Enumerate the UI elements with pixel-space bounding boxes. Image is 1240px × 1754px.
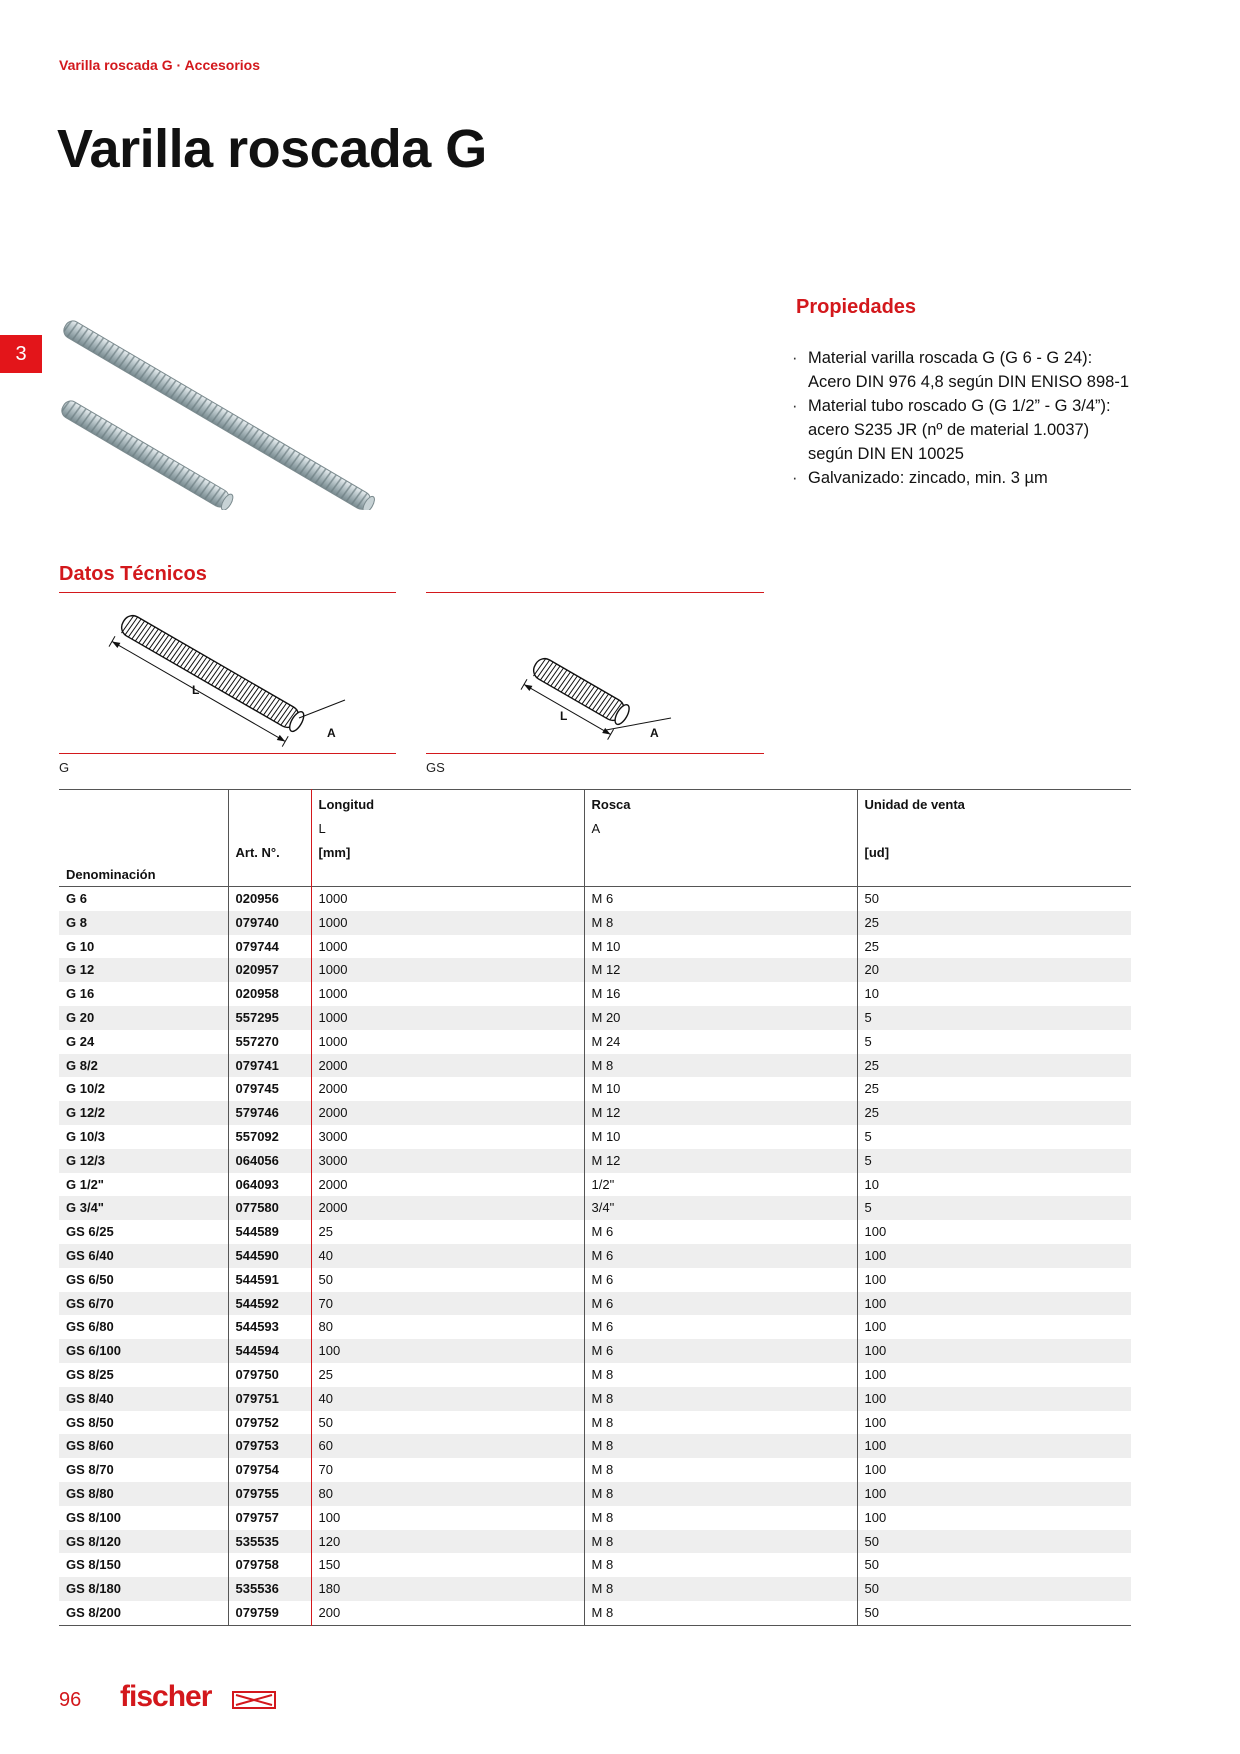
- cell-unidad: 25: [857, 935, 1131, 959]
- page-title: Varilla roscada G: [57, 119, 487, 179]
- cell-rosca: M 6: [584, 1268, 857, 1292]
- cell-unidad: 100: [857, 1387, 1131, 1411]
- cell-rosca: 3/4": [584, 1196, 857, 1220]
- cell-longitud: 3000: [311, 1125, 584, 1149]
- header-longitud-symbol: L: [318, 821, 326, 836]
- table-row: [59, 1054, 1131, 1078]
- cell-rosca: M 8: [584, 1387, 857, 1411]
- table-row: [59, 887, 1131, 911]
- header-denominacion-label: Denominación: [66, 867, 156, 882]
- cell-denominacion: GS 8/100: [66, 1509, 121, 1525]
- table-header-row: [59, 790, 1131, 887]
- table-row: [59, 1577, 1131, 1601]
- cell-unidad: 25: [857, 1054, 1131, 1078]
- cell-rosca: M 12: [584, 1101, 857, 1125]
- cell-rosca: M 16: [584, 982, 857, 1006]
- property-item: · Material varilla roscada G (G 6 - G 24): Acero DIN 976 4,8 según DIN ENISO 898-1: [796, 346, 1136, 394]
- cell-denominacion: GS 6/50: [66, 1271, 114, 1287]
- cell-denominacion: GS 8/80: [66, 1485, 114, 1501]
- cell-longitud: 25: [311, 1220, 584, 1244]
- cell-art: 064093: [228, 1173, 311, 1197]
- cell-denominacion: G 12: [66, 962, 95, 978]
- header-longitud-label: Longitud: [318, 797, 375, 812]
- dimension-l-label: L: [560, 709, 568, 723]
- cell-denominacion: GS 8/40: [66, 1390, 114, 1406]
- table-row: [59, 1458, 1131, 1482]
- table-row: [59, 1482, 1131, 1506]
- properties-list: [796, 346, 1136, 490]
- dimension-a-label: A: [327, 726, 336, 740]
- table-row: [59, 1506, 1131, 1530]
- cell-rosca: M 10: [584, 1077, 857, 1101]
- cell-art: 079745: [228, 1077, 311, 1101]
- divider: [59, 592, 396, 593]
- cell-unidad: 100: [857, 1363, 1131, 1387]
- cell-rosca: M 8: [584, 1601, 857, 1625]
- cell-longitud: 1000: [311, 982, 584, 1006]
- cell-art: 544592: [228, 1292, 311, 1316]
- cell-art: 557295: [228, 1006, 311, 1030]
- cell-unidad: 100: [857, 1315, 1131, 1339]
- cell-denominacion: GS 6/70: [66, 1295, 114, 1311]
- cell-longitud: 80: [311, 1482, 584, 1506]
- cell-rosca: M 8: [584, 1482, 857, 1506]
- table-row: [59, 958, 1131, 982]
- brand-logo-icon: [232, 1690, 276, 1710]
- cell-unidad: 5: [857, 1125, 1131, 1149]
- cell-unidad: 100: [857, 1268, 1131, 1292]
- cell-denominacion: G 20: [66, 1009, 95, 1025]
- cell-rosca: M 12: [584, 1149, 857, 1173]
- cell-art: 079750: [228, 1363, 311, 1387]
- table-row: [59, 1601, 1131, 1625]
- cell-unidad: 25: [857, 1101, 1131, 1125]
- figure-g-label: G: [59, 760, 70, 775]
- cell-denominacion: GS 8/60: [66, 1438, 114, 1454]
- cell-unidad: 25: [857, 1077, 1131, 1101]
- cell-art: 079740: [228, 911, 311, 935]
- cell-rosca: M 6: [584, 887, 857, 911]
- header-rosca-label: Rosca: [591, 797, 631, 812]
- cell-longitud: 1000: [311, 935, 584, 959]
- cell-rosca: M 8: [584, 1577, 857, 1601]
- long-rod-image: [61, 318, 377, 510]
- cell-rosca: M 8: [584, 911, 857, 935]
- table-row: [59, 1006, 1131, 1030]
- header-unidad-label: Unidad de venta: [864, 797, 965, 812]
- brand-logo: fischer: [120, 1680, 212, 1713]
- cell-art: 079757: [228, 1506, 311, 1530]
- header-unidad-unit: [ud]: [864, 845, 890, 860]
- cell-rosca: M 8: [584, 1434, 857, 1458]
- header-rosca-symbol: A: [591, 821, 601, 836]
- cell-art: 020957: [228, 958, 311, 982]
- cell-art: 079754: [228, 1458, 311, 1482]
- cell-art: 544591: [228, 1268, 311, 1292]
- cell-unidad: 100: [857, 1458, 1131, 1482]
- cell-unidad: 50: [857, 1530, 1131, 1554]
- cell-art: 557092: [228, 1125, 311, 1149]
- table-row: [59, 1030, 1131, 1054]
- cell-denominacion: G 8/2: [66, 1057, 98, 1073]
- cell-denominacion: GS 6/40: [66, 1247, 114, 1263]
- cell-denominacion: GS 8/150: [66, 1557, 121, 1573]
- cell-art: 557270: [228, 1030, 311, 1054]
- table-row: [59, 935, 1131, 959]
- cell-denominacion: G 3/4": [66, 1200, 104, 1216]
- cell-denominacion: GS 8/50: [66, 1414, 114, 1430]
- cell-rosca: M 8: [584, 1458, 857, 1482]
- cell-unidad: 50: [857, 1553, 1131, 1577]
- cell-rosca: M 12: [584, 958, 857, 982]
- divider: [59, 753, 396, 754]
- cell-denominacion: GS 6/25: [66, 1224, 114, 1240]
- divider: [426, 753, 764, 754]
- table-row: [59, 1244, 1131, 1268]
- table-row: [59, 1196, 1131, 1220]
- cell-rosca: M 8: [584, 1506, 857, 1530]
- cell-longitud: 200: [311, 1601, 584, 1625]
- table-row: [59, 1101, 1131, 1125]
- cell-art: 077580: [228, 1196, 311, 1220]
- page-number: 96: [59, 1689, 82, 1711]
- cell-longitud: 50: [311, 1411, 584, 1435]
- cell-unidad: 100: [857, 1339, 1131, 1363]
- cell-denominacion: G 6: [66, 891, 87, 906]
- cell-denominacion: G 24: [66, 1033, 95, 1049]
- table-row: [59, 1411, 1131, 1435]
- table-row: [59, 1173, 1131, 1197]
- cell-unidad: 5: [857, 1006, 1131, 1030]
- dimension-a-label: A: [650, 726, 659, 740]
- table-row: [59, 1125, 1131, 1149]
- header-unidad: [857, 790, 1131, 887]
- table-row: [59, 911, 1131, 935]
- cell-unidad: 20: [857, 958, 1131, 982]
- cell-longitud: 100: [311, 1339, 584, 1363]
- cell-unidad: 100: [857, 1220, 1131, 1244]
- cell-unidad: 100: [857, 1506, 1131, 1530]
- property-item: · Material tubo roscado G (G 1/2” - G 3/4”): acero S235 JR (nº de material 1.0037) según DIN EN 10025: [796, 394, 1136, 466]
- cell-denominacion: GS 8/120: [66, 1533, 121, 1549]
- table-row: [59, 1339, 1131, 1363]
- specs-table: [59, 789, 1131, 1626]
- cell-denominacion: GS 6/100: [66, 1343, 121, 1359]
- cell-art: 079752: [228, 1411, 311, 1435]
- cell-unidad: 100: [857, 1434, 1131, 1458]
- breadcrumb: Varilla roscada G · Accesorios: [59, 57, 261, 73]
- cell-unidad: 100: [857, 1292, 1131, 1316]
- properties-heading: Propiedades: [796, 296, 917, 318]
- header-denominacion: [59, 790, 228, 887]
- cell-rosca: M 6: [584, 1244, 857, 1268]
- cell-art: 079758: [228, 1553, 311, 1577]
- cell-art: 064056: [228, 1149, 311, 1173]
- cell-longitud: 150: [311, 1553, 584, 1577]
- cell-rosca: M 8: [584, 1363, 857, 1387]
- header-art-label: Art. N°.: [235, 845, 280, 860]
- dimension-l-label: L: [192, 683, 200, 697]
- cell-art: 020956: [228, 887, 311, 911]
- product-photo: [60, 300, 400, 510]
- cell-unidad: 50: [857, 1577, 1131, 1601]
- cell-denominacion: GS 6/80: [66, 1319, 114, 1335]
- table-row: [59, 1292, 1131, 1316]
- cell-unidad: 10: [857, 1173, 1131, 1197]
- header-art: [228, 790, 311, 887]
- cell-rosca: M 8: [584, 1054, 857, 1078]
- cell-denominacion: G 10/2: [66, 1081, 106, 1097]
- table-row: [59, 1387, 1131, 1411]
- cell-longitud: 2000: [311, 1054, 584, 1078]
- cell-longitud: 100: [311, 1506, 584, 1530]
- figure-gs-label: GS: [426, 760, 445, 775]
- cell-rosca: M 8: [584, 1530, 857, 1554]
- cell-rosca: M 8: [584, 1553, 857, 1577]
- cell-longitud: 80: [311, 1315, 584, 1339]
- figure-gs-drawing: [426, 600, 766, 750]
- cell-art: 079755: [228, 1482, 311, 1506]
- cell-art: 079753: [228, 1434, 311, 1458]
- cell-longitud: 1000: [311, 1006, 584, 1030]
- cell-rosca: M 6: [584, 1292, 857, 1316]
- cell-rosca: M 24: [584, 1030, 857, 1054]
- cell-unidad: 5: [857, 1030, 1131, 1054]
- cell-unidad: 100: [857, 1482, 1131, 1506]
- tech-data-heading: Datos Técnicos: [59, 563, 207, 585]
- cell-denominacion: G 10/3: [66, 1128, 106, 1144]
- cell-unidad: 50: [857, 1601, 1131, 1625]
- cell-denominacion: GS 8/25: [66, 1366, 114, 1382]
- cell-longitud: 2000: [311, 1077, 584, 1101]
- cell-unidad: 5: [857, 1149, 1131, 1173]
- cell-denominacion: G 16: [66, 986, 95, 1002]
- table-body: [59, 887, 1131, 1626]
- table-row: [59, 1530, 1131, 1554]
- cell-unidad: 5: [857, 1196, 1131, 1220]
- cell-unidad: 10: [857, 982, 1131, 1006]
- cell-longitud: 50: [311, 1268, 584, 1292]
- cell-longitud: 180: [311, 1577, 584, 1601]
- property-item: · Galvanizado: zincado, min. 3 µm: [796, 466, 1136, 490]
- cell-longitud: 1000: [311, 958, 584, 982]
- cell-denominacion: GS 8/200: [66, 1604, 121, 1620]
- cell-rosca: M 6: [584, 1339, 857, 1363]
- table-row: [59, 1077, 1131, 1101]
- cell-rosca: M 6: [584, 1315, 857, 1339]
- cell-art: 079759: [228, 1601, 311, 1625]
- cell-art: 544594: [228, 1339, 311, 1363]
- cell-longitud: 25: [311, 1363, 584, 1387]
- cell-denominacion: G 12/2: [66, 1105, 106, 1121]
- table-row: [59, 982, 1131, 1006]
- cell-longitud: 40: [311, 1244, 584, 1268]
- cell-longitud: 70: [311, 1292, 584, 1316]
- cell-unidad: 100: [857, 1244, 1131, 1268]
- cell-denominacion: G 8: [66, 914, 87, 930]
- cell-longitud: 1000: [311, 1030, 584, 1054]
- cell-denominacion: GS 8/180: [66, 1581, 121, 1597]
- cell-longitud: 1000: [311, 911, 584, 935]
- cell-art: 544593: [228, 1315, 311, 1339]
- cell-art: 079741: [228, 1054, 311, 1078]
- cell-longitud: 1000: [311, 887, 584, 911]
- cell-denominacion: G 10: [66, 938, 95, 954]
- cell-unidad: 100: [857, 1411, 1131, 1435]
- cell-longitud: 40: [311, 1387, 584, 1411]
- cell-longitud: 2000: [311, 1196, 584, 1220]
- cell-art: 544590: [228, 1244, 311, 1268]
- cell-longitud: 60: [311, 1434, 584, 1458]
- table-row: [59, 1315, 1131, 1339]
- cell-art: 079751: [228, 1387, 311, 1411]
- cell-rosca: M 10: [584, 1125, 857, 1149]
- cell-denominacion: GS 8/70: [66, 1462, 114, 1478]
- cell-art: 535536: [228, 1577, 311, 1601]
- cell-denominacion: G 1/2": [66, 1176, 104, 1192]
- figure-g-drawing: [59, 600, 399, 750]
- cell-art: 535535: [228, 1530, 311, 1554]
- table-row: [59, 1363, 1131, 1387]
- cell-art: 020958: [228, 982, 311, 1006]
- cell-rosca: M 20: [584, 1006, 857, 1030]
- cell-rosca: 1/2": [584, 1173, 857, 1197]
- cell-rosca: M 10: [584, 935, 857, 959]
- cell-unidad: 25: [857, 911, 1131, 935]
- cell-longitud: 70: [311, 1458, 584, 1482]
- cell-longitud: 3000: [311, 1149, 584, 1173]
- table-row: [59, 1268, 1131, 1292]
- cell-art: 579746: [228, 1101, 311, 1125]
- cell-longitud: 2000: [311, 1173, 584, 1197]
- cell-rosca: M 8: [584, 1411, 857, 1435]
- chapter-tab: 3: [0, 335, 42, 373]
- cell-longitud: 2000: [311, 1101, 584, 1125]
- table-row: [59, 1434, 1131, 1458]
- header-longitud: [311, 790, 584, 887]
- table-row: [59, 1220, 1131, 1244]
- table-row: [59, 1149, 1131, 1173]
- cell-art: 079744: [228, 935, 311, 959]
- cell-art: 544589: [228, 1220, 311, 1244]
- cell-rosca: M 6: [584, 1220, 857, 1244]
- cell-longitud: 120: [311, 1530, 584, 1554]
- header-rosca: [584, 790, 857, 887]
- divider: [426, 592, 764, 593]
- cell-denominacion: G 12/3: [66, 1152, 106, 1168]
- table-row: [59, 1553, 1131, 1577]
- header-longitud-unit: [mm]: [318, 845, 351, 860]
- cell-unidad: 50: [857, 887, 1131, 911]
